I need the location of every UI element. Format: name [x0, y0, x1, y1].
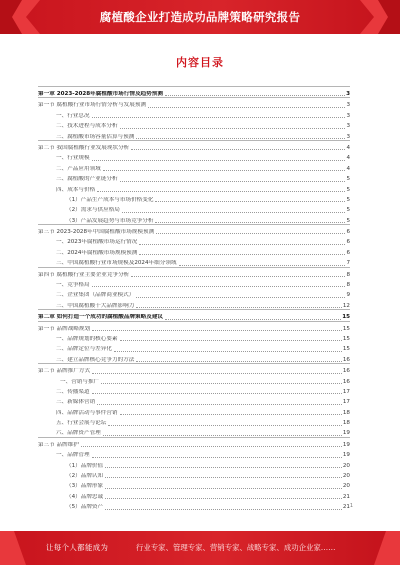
dot-leader [105, 483, 342, 489]
dot-leader [103, 430, 342, 436]
toc-entry[interactable] [38, 427, 350, 437]
toc-entry[interactable] [38, 267, 350, 278]
toc-entry-label: 二、技术进程与成本分析 [38, 123, 119, 129]
toc-entry-page: 15 [342, 335, 350, 342]
toc-entry-page: 19 [342, 430, 350, 437]
toc-entry[interactable] [38, 97, 350, 108]
toc-entry[interactable] [38, 309, 350, 320]
toc-entry[interactable] [38, 469, 350, 479]
toc-entry[interactable] [38, 119, 350, 129]
toc-entry-label: 三、新媒体营销 [38, 399, 96, 405]
toc-entry[interactable] [38, 363, 350, 374]
toc-entry-page: 9 [346, 292, 350, 299]
toc-entry[interactable] [38, 459, 350, 469]
page-marker: 1 [349, 503, 353, 509]
dot-leader [120, 409, 342, 415]
table-of-contents [38, 86, 350, 511]
toc-entry[interactable] [38, 288, 350, 298]
toc-entry-label: （3）产品发展趋势与市场竞争分析 [38, 218, 154, 224]
footer-banner [0, 531, 400, 565]
dot-leader [179, 260, 346, 266]
toc-entry-label: 第一章 2023-2028年腐植酸市场行情及趋势预测 [38, 90, 163, 97]
dot-leader [120, 335, 342, 341]
dot-leader [105, 462, 342, 468]
toc-entry-label: （1）品牌价值 [38, 463, 104, 469]
toc-entry[interactable] [38, 490, 350, 500]
toc-entry-page: 3 [346, 90, 350, 97]
toc-entry-page: 19 [342, 452, 350, 459]
dot-leader [131, 271, 345, 277]
red-flag-decoration [0, 531, 26, 565]
toc-entry-label: 三、中国腐植酸行业市场规模及2024年细分领域 [38, 260, 178, 266]
toc-entry-page: 5 [346, 176, 350, 183]
toc-entry-label: （4）品牌忠诚 [38, 494, 104, 500]
toc-entry-page: 8 [346, 271, 350, 278]
toc-entry-label: 五、行业会展与论坛 [38, 420, 107, 426]
toc-entry-label: 四、品牌活动与事件营销 [38, 410, 119, 416]
toc-entry-label: 二、2024年腐植酸市场规模预测 [38, 250, 138, 256]
toc-entry[interactable] [38, 437, 350, 448]
toc-entry[interactable] [38, 246, 350, 256]
toc-entry-page: 4 [346, 165, 350, 172]
toc-entry[interactable] [38, 395, 350, 405]
toc-entry[interactable] [38, 203, 350, 213]
dot-leader [108, 420, 342, 426]
toc-entry-page: 15 [342, 346, 350, 353]
toc-entry-page: 4 [346, 155, 350, 162]
red-flag-decoration [374, 531, 400, 565]
toc-entry-label: 一、2023年腐植酸市场运行情况 [38, 239, 138, 245]
toc-entry[interactable] [38, 332, 350, 342]
toc-entry-page: 5 [346, 207, 350, 214]
toc-entry[interactable] [38, 224, 350, 235]
toc-entry-page: 3 [346, 133, 350, 140]
toc-entry-page: 18 [342, 409, 350, 416]
dot-leader [92, 112, 346, 118]
toc-entry[interactable] [38, 140, 350, 151]
toc-entry-label: 一、行业规模 [38, 155, 91, 161]
toc-entry-label: （2）需求与供应格局 [38, 207, 121, 213]
toc-entry[interactable] [38, 86, 350, 97]
toc-entry[interactable] [38, 375, 350, 385]
dot-leader [120, 123, 346, 129]
toc-entry-label: 第三节 2023-2028年中国腐植酸市场规模预测 [38, 229, 155, 236]
toc-entry-page: 3 [346, 123, 350, 130]
toc-entry-label: 三、建立品牌核心竞争力的方法 [38, 357, 135, 363]
toc-entry-page: 12 [342, 302, 350, 309]
toc-entry[interactable] [38, 278, 350, 288]
toc-entry[interactable] [38, 235, 350, 245]
toc-entry-page: 7 [346, 260, 350, 267]
toc-entry-page: 19 [342, 441, 350, 448]
dot-leader [92, 155, 346, 161]
dot-leader [148, 102, 345, 108]
toc-entry-page: 3 [346, 102, 350, 109]
toc-entry-label: 一、品牌管理 [38, 452, 91, 458]
dot-leader [105, 472, 342, 478]
dot-leader [165, 314, 341, 320]
dot-leader [155, 196, 345, 202]
toc-entry[interactable] [38, 416, 350, 426]
toc-entry-page: 16 [342, 356, 350, 363]
toc-entry-page: 15 [342, 325, 350, 332]
toc-entry-page: 20 [342, 462, 350, 469]
toc-entry-label: 第一节 品牌战略规划 [38, 325, 91, 332]
dot-leader [131, 144, 345, 150]
toc-entry-label: 一、品牌规划的核心要素 [38, 336, 119, 342]
toc-entry[interactable] [38, 214, 350, 224]
toc-entry-label: 二、品牌定位与差异化 [38, 346, 113, 352]
dot-leader [81, 441, 342, 447]
toc-entry-label: 三、腐植酸的产业链分析 [38, 176, 119, 182]
toc-entry[interactable] [38, 299, 350, 309]
dot-leader [122, 207, 346, 213]
toc-entry[interactable] [38, 162, 350, 172]
toc-heading: 内容目录 [176, 56, 224, 69]
toc-entry[interactable] [38, 151, 350, 161]
toc-entry-label: 第二章 如何打造一个成功的腐植酸品牌策略及建议 [38, 314, 164, 321]
toc-entry-page: 6 [346, 229, 350, 236]
toc-entry-label: （2）品牌认知 [38, 473, 104, 479]
toc-entry-label: 第二节 我国腐植酸行业发展现状分析 [38, 144, 130, 151]
dot-leader [97, 186, 345, 192]
toc-entry[interactable] [38, 193, 350, 203]
red-flag-decoration [360, 0, 400, 34]
toc-entry-page: 21 [342, 493, 350, 500]
toc-entry-label: （5）品牌资产 [38, 504, 104, 510]
toc-entry[interactable] [38, 353, 350, 363]
dot-leader [92, 388, 342, 394]
toc-entry[interactable] [38, 183, 350, 193]
toc-entry-page: 15 [342, 314, 350, 321]
toc-entry-page: 20 [342, 473, 350, 480]
dot-leader [155, 217, 345, 223]
dot-leader [92, 368, 342, 374]
toc-entry-page: 5 [346, 186, 350, 193]
dot-leader [120, 176, 346, 182]
toc-entry[interactable] [38, 342, 350, 352]
toc-entry-page: 4 [346, 144, 350, 151]
toc-entry-label: 四、成本与价格 [38, 187, 96, 193]
toc-entry-page: 8 [346, 282, 350, 289]
toc-entry-page: 17 [342, 399, 350, 406]
dot-leader [92, 452, 342, 458]
toc-entry[interactable] [38, 172, 350, 182]
toc-entry[interactable] [38, 256, 350, 266]
toc-entry-page: 16 [342, 378, 350, 385]
toc-entry-page: 5 [346, 217, 350, 224]
dot-leader [136, 133, 345, 139]
dot-leader [136, 356, 342, 362]
toc-entry-page: 16 [342, 368, 350, 375]
footer-roles: 行业专家、管理专家、营销专家、战略专家、成功企业家…… [136, 543, 336, 552]
toc-entry-label: （1）产品生产成本与市场价格变化 [38, 197, 154, 203]
header-banner [0, 0, 400, 34]
toc-entry[interactable] [38, 321, 350, 332]
dot-leader [97, 399, 342, 405]
dot-leader [136, 292, 345, 298]
toc-entry-label: 第一节 腐植酸行业市场行情分析与发展预测 [38, 102, 147, 109]
footer-slogan: 让每个人都能成为 [46, 543, 109, 552]
toc-entry-label: 六、品牌资产管理 [38, 430, 102, 436]
toc-entry-label: 第二节 品牌推广方式 [38, 368, 91, 375]
toc-entry-page: 17 [342, 388, 350, 395]
dot-leader [105, 504, 342, 510]
toc-entry-label: 一、行业总况 [38, 113, 91, 119]
dot-leader [136, 302, 342, 308]
dot-leader [92, 325, 342, 331]
toc-entry[interactable] [38, 479, 350, 489]
toc-entry-label: 第三节 品牌维护 [38, 441, 79, 448]
dot-leader [165, 90, 345, 96]
toc-entry-page: 21 [342, 504, 350, 511]
toc-entry-page: 6 [346, 249, 350, 256]
toc-entry-label: 三、腐植酸市场容量估算与预测 [38, 134, 135, 140]
toc-entry-label: 一、营销与推广 [38, 379, 100, 385]
toc-entry-label: 二、传播渠道 [38, 389, 91, 395]
dot-leader [139, 239, 345, 245]
toc-entry[interactable] [38, 109, 350, 119]
toc-entry-label: 第四节 腐植酸行业主要企业竞争分析 [38, 271, 130, 278]
dot-leader [105, 493, 342, 499]
toc-entry-label: （3）品牌形象 [38, 483, 104, 489]
toc-entry[interactable] [38, 448, 350, 458]
dot-leader [139, 249, 345, 255]
dot-leader [92, 281, 346, 287]
toc-entry[interactable] [38, 130, 350, 140]
toc-entry[interactable] [38, 385, 350, 395]
dot-leader [101, 378, 342, 384]
toc-entry-page: 18 [342, 420, 350, 427]
toc-entry[interactable] [38, 406, 350, 416]
toc-entry[interactable] [38, 500, 350, 510]
toc-entry-page: 6 [346, 239, 350, 246]
dot-leader [114, 346, 342, 352]
toc-entry-label: 二、企业集团（品牌商业模式） [38, 292, 135, 298]
toc-entry-page: 5 [346, 196, 350, 203]
toc-entry-label: 一、竞争格局 [38, 282, 91, 288]
toc-entry-page: 20 [342, 483, 350, 490]
dot-leader [103, 165, 346, 171]
toc-entry-label: 二、产品应用领域 [38, 166, 102, 172]
report-title: 腐植酸企业打造成功品牌策略研究报告 [99, 10, 301, 24]
toc-entry-page: 3 [346, 112, 350, 119]
dot-leader [156, 228, 345, 234]
toc-entry-label: 三、中国腐植酸十大品牌影响力 [38, 303, 135, 309]
